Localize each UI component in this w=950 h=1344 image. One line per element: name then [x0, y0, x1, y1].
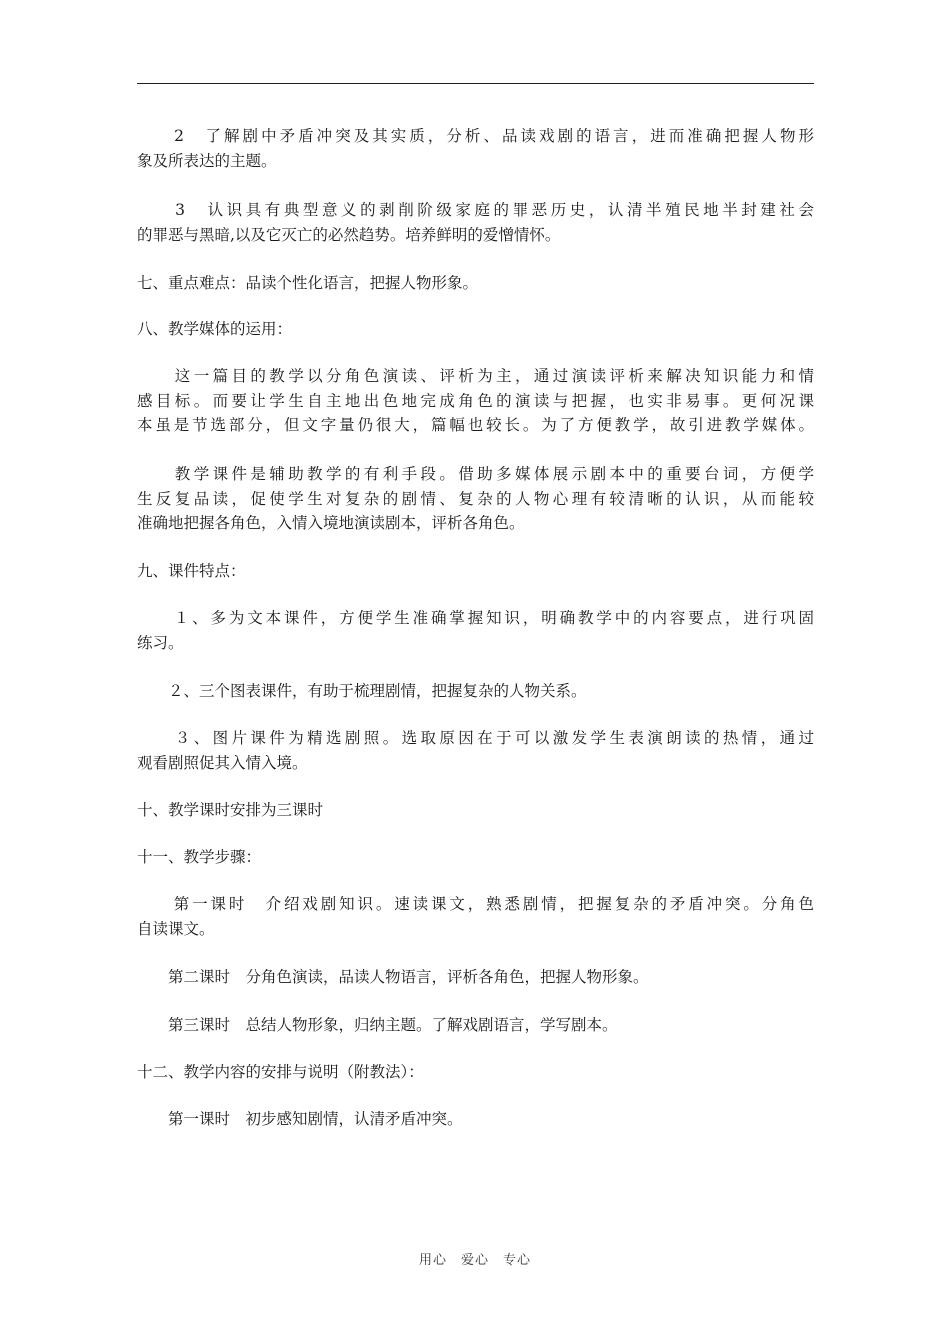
text-line: 自读课文。	[137, 920, 215, 938]
section-heading: 八、教学媒体的运用：	[137, 320, 293, 338]
text-line: 这一篇目的教学以分角色演读、评析为主，通过演读评析来解决知识能力和情	[137, 367, 814, 385]
text-line: 3 认识具有典型意义的剥削阶级家庭的罪恶历史，认清半殖民地半封建社会	[137, 201, 814, 219]
text-line: 观看剧照促其入情入境。	[137, 754, 308, 772]
text-line: １、多为文本课件，方便学生准确掌握知识，明确教学中的内容要点，进行巩固	[137, 609, 814, 627]
section-heading: 九、课件特点：	[137, 562, 246, 580]
text-line: 第一课时 初步感知剧情，认清矛盾冲突。	[137, 1110, 463, 1128]
text-line: 准确地把握各角色，入情入境地演读剧本，评析各角色。	[137, 514, 525, 532]
header-rule	[137, 83, 814, 84]
text-line: 2 了解剧中矛盾冲突及其实质，分析、品读戏剧的语言，进而准确把握人物形	[137, 127, 814, 145]
page-footer: 用心 爱心 专心	[418, 1253, 531, 1268]
text-line: 练习。	[137, 634, 184, 652]
section-heading: 十一、教学步骤：	[137, 848, 262, 866]
section-heading: 十、教学课时安排为三课时	[137, 801, 324, 819]
section-heading: 七、重点难点：品读个性化语言，把握人物形象。	[137, 274, 479, 292]
text-line: 生反复品读，促使学生对复杂的剧情、复杂的人物心理有较清晰的认识，从而能较	[137, 490, 814, 508]
text-line: ３、图片课件为精选剧照。选取原因在于可以激发学生表演朗读的热情，通过	[137, 729, 814, 747]
text-line: ２、三个图表课件，有助于梳理剧情，把握复杂的人物关系。	[137, 682, 587, 700]
text-line: 第一课时 介绍戏剧知识。速读课文，熟悉剧情，把握复杂的矛盾冲突。分角色	[137, 895, 814, 913]
text-line: 教学课件是辅助教学的有利手段。借助多媒体展示剧本中的重要台词，方便学	[137, 465, 814, 483]
text-line: 第二课时 分角色演读，品读人物语言，评析各角色，把握人物形象。	[137, 968, 649, 986]
text-line: 的罪恶与黑暗,以及它灭亡的必然趋势。培养鲜明的爱憎情怀。	[137, 226, 561, 244]
text-line: 象及所表达的主题。	[137, 152, 277, 170]
text-line: 本虽是节选部分，但文字量仍很大，篇幅也较长。为了方便教学，故引进教学媒体。	[137, 416, 814, 434]
text-line: 感目标。而要让学生自主地出色地完成角色的演读与把握，也实非易事。更何况课	[137, 392, 814, 410]
section-heading: 十二、教学内容的安排与说明（附教法）：	[137, 1063, 424, 1081]
text-line: 第三课时 总结人物形象，归纳主题。了解戏剧语言，学写剧本。	[137, 1016, 618, 1034]
